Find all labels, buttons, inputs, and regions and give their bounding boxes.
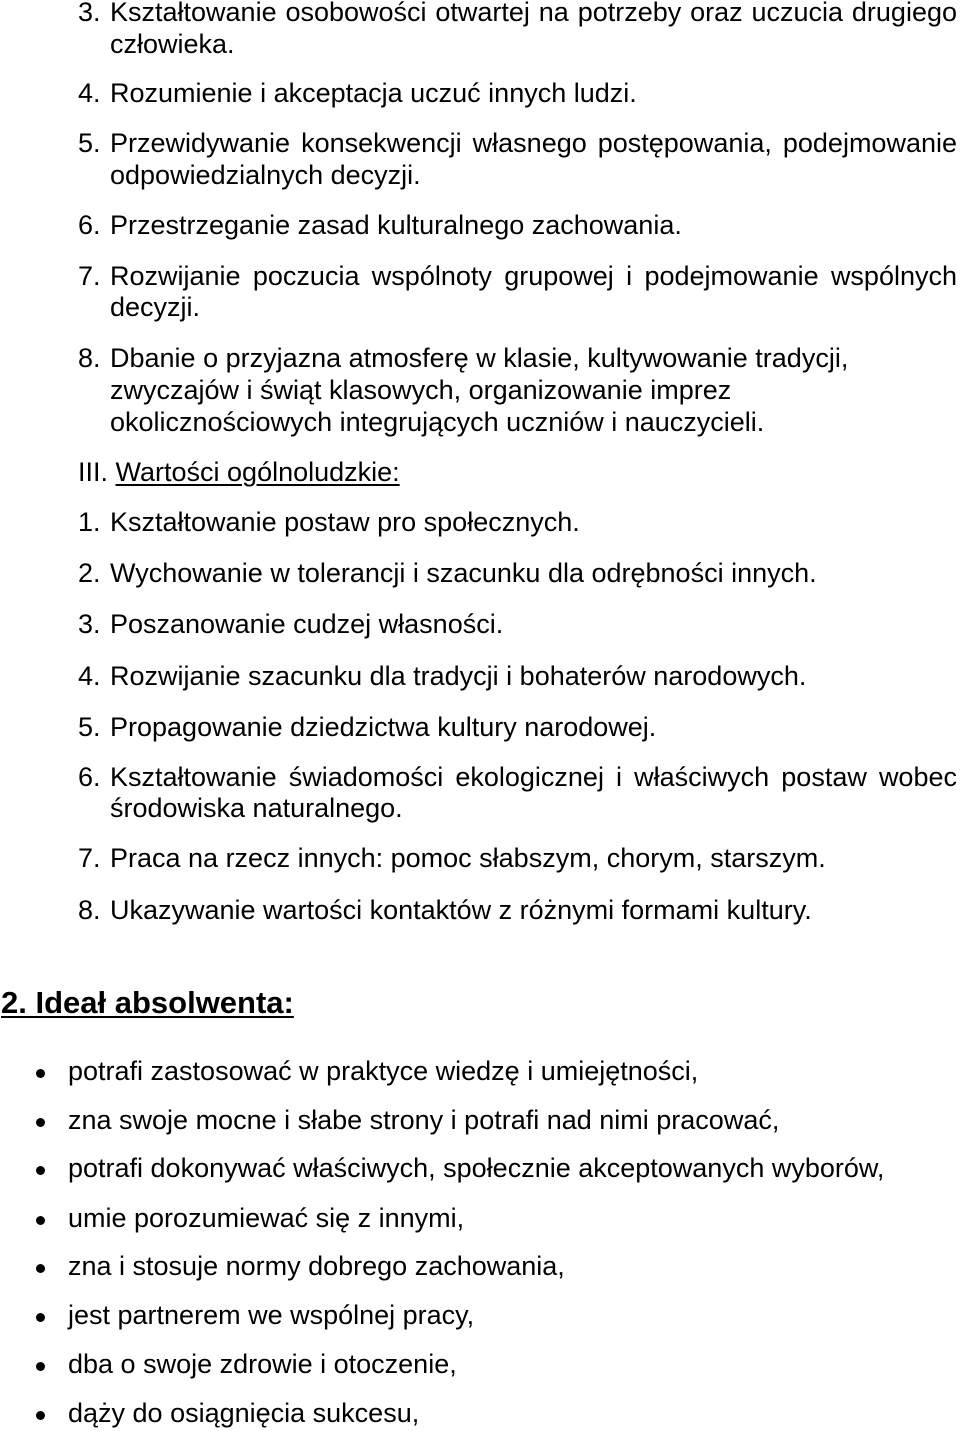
- list-item-number: 4.: [78, 661, 101, 691]
- bullet-item: [0, 1203, 960, 1234]
- bullet-item: [0, 1349, 960, 1380]
- bullet-text: dba o swoje zdrowie i otoczenie,: [68, 1349, 457, 1379]
- list-item-text: zwyczajów i świąt klasowych, organizowanie imprez: [110, 375, 732, 405]
- bullet-marker: [36, 1166, 45, 1175]
- list-item: [0, 762, 960, 824]
- section-title: Wartości ogólnoludzkie:: [115, 457, 400, 487]
- list-item-text: decyzji.: [110, 292, 201, 322]
- bullet-text: umie porozumiewać się z innymi,: [68, 1203, 465, 1233]
- list-item: [0, 843, 960, 874]
- list-item-text: człowieka.: [110, 29, 235, 59]
- bullet-item: [0, 1251, 960, 1282]
- bullet-item: [0, 1398, 960, 1429]
- list-item-number: 4.: [78, 78, 101, 108]
- list-item-text: Kształtowanie świadomości ekologicznej i właściwych postaw wobec: [110, 762, 957, 792]
- list-item-text: Wychowanie w tolerancji i szacunku dla odrębności innych.: [110, 558, 817, 588]
- list-item-text: odpowiedzialnych decyzji.: [110, 160, 421, 190]
- list-item-number: 6.: [78, 762, 101, 792]
- ideal-heading: 2. Ideał absolwenta:: [1, 985, 294, 1020]
- list-item: [0, 661, 960, 692]
- list-item: [0, 895, 960, 926]
- section-numeral: III.: [78, 457, 109, 487]
- bullet-list: [0, 1056, 960, 1429]
- list-item-text: Przewidywanie konsekwencji własnego postępowania, podejmowanie: [110, 128, 957, 158]
- list-item-text: Dbanie o przyjazna atmosferę w klasie, kultywowanie tradycji,: [110, 343, 849, 373]
- list-item-text: Ukazywanie wartości kontaktów z różnymi formami kultury.: [110, 895, 812, 925]
- bullet-marker: [36, 1264, 45, 1273]
- bullet-text: jest partnerem we wspólnej pracy,: [68, 1300, 475, 1330]
- list-item-text: środowiska naturalnego.: [110, 793, 403, 823]
- bullet-text: zna i stosuje normy dobrego zachowania,: [68, 1251, 565, 1281]
- bullet-item: [0, 1105, 960, 1136]
- list-item-number: 7.: [78, 843, 101, 873]
- list-item-text: Przestrzeganie zasad kulturalnego zachowania.: [110, 210, 682, 240]
- bullet-text: potrafi zastosować w praktyce wiedzę i umiejętności,: [68, 1056, 699, 1086]
- list-item: [0, 210, 960, 241]
- list-item-text: Propagowanie dziedzictwa kultury narodowej.: [110, 712, 657, 742]
- bullet-marker: [36, 1216, 45, 1225]
- list-item-text: Praca na rzecz innych: pomoc słabszym, chorym, starszym.: [110, 843, 826, 873]
- list-item-text: Kształtowanie postaw pro społecznych.: [110, 507, 580, 537]
- bullet-item: [0, 1153, 960, 1184]
- bullet-text: dąży do osiągnięcia sukcesu,: [68, 1398, 420, 1428]
- list-item: [0, 78, 960, 109]
- list-item: [0, 712, 960, 743]
- bullet-item: [0, 1056, 960, 1087]
- bullet-marker: [36, 1118, 45, 1127]
- list-item-number: 3.: [78, 609, 101, 639]
- bullet-text: zna swoje mocne i słabe strony i potrafi nad nimi pracować,: [68, 1105, 780, 1135]
- list-item: [0, 0, 960, 60]
- list-item-number: 5.: [78, 128, 101, 158]
- list-item-number: 1.: [78, 507, 101, 537]
- list-item: [0, 609, 960, 640]
- list-item-text: Rozwijanie poczucia wspólnoty grupowej i podejmowanie wspólnych: [110, 261, 957, 291]
- list-item-text: Poszanowanie cudzej własności.: [110, 609, 504, 639]
- ideal-section: [0, 985, 960, 1431]
- list-item-number: 2.: [78, 558, 101, 588]
- list-item-text: Rozwijanie szacunku dla tradycji i bohaterów narodowych.: [110, 661, 807, 691]
- bullet-marker: [36, 1069, 45, 1078]
- bullet-marker: [36, 1362, 45, 1371]
- list-item: [0, 558, 960, 589]
- bullet-item: [0, 1300, 960, 1331]
- list-item-text: okolicznościowych integrujących uczniów i nauczycieli.: [110, 407, 765, 437]
- list-item-number: 8.: [78, 343, 101, 373]
- list-item-number: 8.: [78, 895, 101, 925]
- bullet-text: potrafi dokonywać właściwych, społecznie akceptowanych wyborów,: [68, 1153, 885, 1183]
- list-item-text: Rozumienie i akceptacja uczuć innych ludzi.: [110, 78, 637, 108]
- bullet-marker: [36, 1313, 45, 1322]
- bullet-marker: [36, 1411, 45, 1420]
- list-item-number: 3.: [78, 0, 101, 27]
- section-iii: [0, 457, 960, 927]
- list-item-number: 6.: [78, 210, 101, 240]
- section-heading: [78, 457, 400, 488]
- numbered-list: [0, 507, 960, 926]
- list-item-text: Kształtowanie osobowości otwartej na potrzeby oraz uczucia drugiego: [110, 0, 957, 27]
- list-item: [0, 507, 960, 538]
- list-item-number: 7.: [78, 261, 101, 291]
- list-item: [0, 343, 960, 438]
- numbered-list-continued: [0, 0, 960, 440]
- list-item: [0, 261, 960, 323]
- list-item-number: 5.: [78, 712, 101, 742]
- list-item: [0, 128, 960, 191]
